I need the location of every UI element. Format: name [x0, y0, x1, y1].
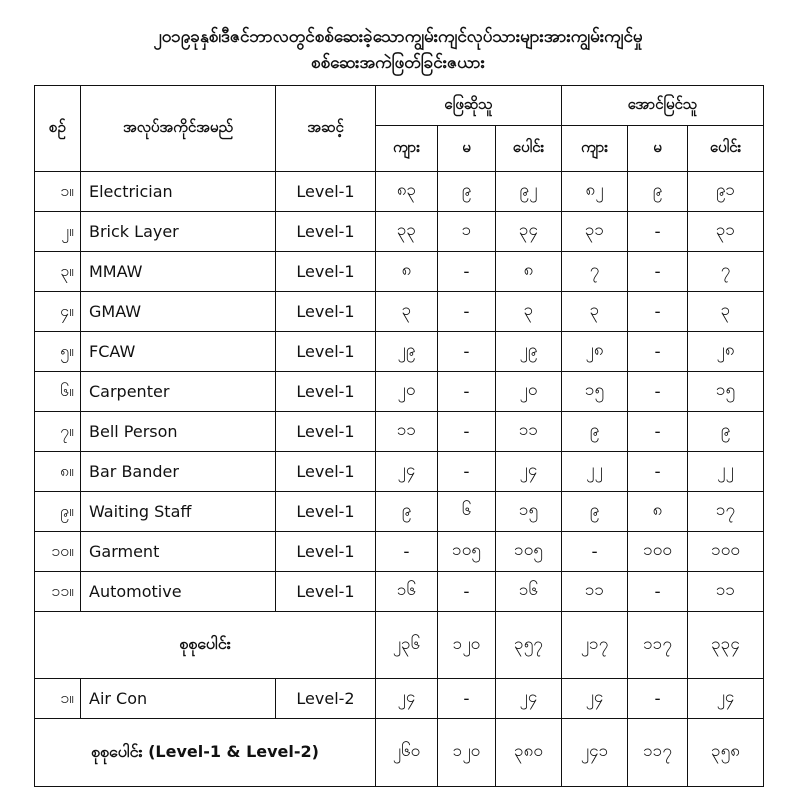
row-passed-male: - [562, 532, 628, 572]
table-row [35, 212, 764, 252]
row-sat-female: - [438, 332, 496, 372]
row-sat-male: ၃ [376, 292, 438, 332]
row-sat-male: - [376, 532, 438, 572]
row-passed-male: ၂၈ [562, 332, 628, 372]
grand-total-sat-total: ၃၈၀ [496, 719, 562, 787]
row-sat-total: ၃၄ [496, 212, 562, 252]
row-level: Level-1 [276, 572, 376, 612]
row-sat-male: ၂၉ [376, 332, 438, 372]
subtotal-passed-total: ၃၃၄ [688, 612, 764, 679]
subtotal-passed-male: ၂၁၇ [562, 612, 628, 679]
table-row-level2 [35, 679, 764, 719]
row-passed-female: - [628, 572, 688, 612]
row-sat-male: ၁၆ [376, 572, 438, 612]
row-serial: ၁။ [35, 172, 81, 212]
header-sat-female: မ [438, 126, 496, 172]
row-level: Level-1 [276, 252, 376, 292]
table-row [35, 452, 764, 492]
table-row [35, 532, 764, 572]
row-level: Level-1 [276, 332, 376, 372]
row-passed-male: ၂၄ [562, 679, 628, 719]
grand-total-sat-male: ၂၆၀ [376, 719, 438, 787]
row-level: Level-1 [276, 172, 376, 212]
row-passed-female: ၈ [628, 492, 688, 532]
table-row [35, 172, 764, 212]
table-row [35, 572, 764, 612]
row-passed-female: - [628, 332, 688, 372]
row-serial: ၉။ [35, 492, 81, 532]
row-passed-male: ၈၂ [562, 172, 628, 212]
row-sat-male: ၃၃ [376, 212, 438, 252]
grand-total-row [35, 719, 764, 787]
header-passed: အောင်မြင်သူ [562, 86, 764, 126]
row-passed-total: ၂၄ [688, 679, 764, 719]
row-sat-female: - [438, 252, 496, 292]
row-occupation: Bell Person [81, 412, 276, 452]
row-serial: ၆။ [35, 372, 81, 412]
row-level: Level-1 [276, 212, 376, 252]
page-subtitle: စစ်ဆေးအကဲဖြတ်ခြင်းဇယား [311, 53, 485, 73]
row-passed-female: ၁၀၀ [628, 532, 688, 572]
row-passed-total: ၂၂ [688, 452, 764, 492]
row-level: Level-1 [276, 532, 376, 572]
row-passed-male: ၇ [562, 252, 628, 292]
row-sat-total: ၃ [496, 292, 562, 332]
row-passed-total: ၃ [688, 292, 764, 332]
row-sat-total: ၂၄ [496, 452, 562, 492]
row-level: Level-1 [276, 492, 376, 532]
row-occupation: GMAW [81, 292, 276, 332]
row-passed-total: ၃၁ [688, 212, 764, 252]
row-sat-total: ၉၂ [496, 172, 562, 212]
header-sat-total: ပေါင်း [496, 126, 562, 172]
row-occupation: Brick Layer [81, 212, 276, 252]
row-passed-total: ၁၁ [688, 572, 764, 612]
table-row [35, 492, 764, 532]
row-level: Level-2 [276, 679, 376, 719]
header-sat: ဖြေဆိုသူ [376, 86, 562, 126]
subtotal-sat-male: ၂၃၆ [376, 612, 438, 679]
table-row [35, 252, 764, 292]
row-passed-male: ၂၂ [562, 452, 628, 492]
table-row [35, 332, 764, 372]
row-occupation: Garment [81, 532, 276, 572]
row-sat-female: ၆ [438, 492, 496, 532]
row-serial: ၅။ [35, 332, 81, 372]
header-level: အဆင့် [276, 86, 376, 172]
row-occupation: Electrician [81, 172, 276, 212]
row-sat-total: ၈ [496, 252, 562, 292]
row-level: Level-1 [276, 372, 376, 412]
row-level: Level-1 [276, 412, 376, 452]
row-passed-total: ၁၇ [688, 492, 764, 532]
row-sat-female: ၉ [438, 172, 496, 212]
grand-total-passed-total: ၃၅၈ [688, 719, 764, 787]
row-serial: ၁၀။ [35, 532, 81, 572]
row-serial: ၈။ [35, 452, 81, 492]
row-passed-female: - [628, 412, 688, 452]
row-passed-female: - [628, 252, 688, 292]
row-sat-female: ၁ [438, 212, 496, 252]
row-passed-male: ၉ [562, 492, 628, 532]
row-passed-total: ၁၅ [688, 372, 764, 412]
row-passed-total: ၇ [688, 252, 764, 292]
row-occupation: Automotive [81, 572, 276, 612]
row-sat-total: ၁၅ [496, 492, 562, 532]
row-sat-male: ၈၃ [376, 172, 438, 212]
row-serial: ၁၁။ [35, 572, 81, 612]
table-row [35, 372, 764, 412]
row-sat-male: ၈ [376, 252, 438, 292]
row-occupation: Waiting Staff [81, 492, 276, 532]
row-level: Level-1 [276, 452, 376, 492]
row-sat-female: - [438, 679, 496, 719]
assessment-table [34, 85, 764, 787]
row-passed-total: ၉၁ [688, 172, 764, 212]
row-occupation: MMAW [81, 252, 276, 292]
subtotal-passed-female: ၁၁၇ [628, 612, 688, 679]
header-sat-male: ကျား [376, 126, 438, 172]
row-sat-female: - [438, 412, 496, 452]
row-sat-male: ၂၄ [376, 679, 438, 719]
header-passed-total: ပေါင်း [688, 126, 764, 172]
row-serial: ၇။ [35, 412, 81, 452]
row-sat-female: - [438, 372, 496, 412]
row-sat-male: ၂၄ [376, 452, 438, 492]
header-passed-female: မ [628, 126, 688, 172]
subtotal-sat-total: ၃၅၇ [496, 612, 562, 679]
row-sat-total: ၁၁ [496, 412, 562, 452]
row-serial: ၂။ [35, 212, 81, 252]
subtotal-sat-female: ၁၂၀ [438, 612, 496, 679]
row-passed-male: ၉ [562, 412, 628, 452]
subtotal-label: စုစုပေါင်း [35, 612, 376, 679]
header-serial: စဉ် [35, 86, 81, 172]
row-serial: ၃။ [35, 252, 81, 292]
row-passed-female: - [628, 679, 688, 719]
row-passed-female: - [628, 212, 688, 252]
table-row [35, 412, 764, 452]
row-passed-total: ၂၈ [688, 332, 764, 372]
row-passed-female: - [628, 292, 688, 332]
subtotal-row [35, 612, 764, 679]
row-sat-total: ၂၄ [496, 679, 562, 719]
row-sat-total: ၂၉ [496, 332, 562, 372]
row-occupation: FCAW [81, 332, 276, 372]
row-passed-total: ၉ [688, 412, 764, 452]
row-passed-male: ၁၁ [562, 572, 628, 612]
row-occupation: Bar Bander [81, 452, 276, 492]
header-occupation: အလုပ်အကိုင်အမည် [81, 86, 276, 172]
grand-total-passed-male: ၂၄၁ [562, 719, 628, 787]
row-sat-total: ၁၀၅ [496, 532, 562, 572]
row-sat-male: ၂၀ [376, 372, 438, 412]
row-passed-male: ၃၁ [562, 212, 628, 252]
row-passed-female: - [628, 372, 688, 412]
grand-total-label: စုစုပေါင်း (Level-1 & Level-2) [35, 719, 376, 787]
row-sat-male: ၉ [376, 492, 438, 532]
row-sat-male: ၁၁ [376, 412, 438, 452]
grand-total-passed-female: ၁၁၇ [628, 719, 688, 787]
row-occupation: Air Con [81, 679, 276, 719]
row-serial: ၁။ [35, 679, 81, 719]
table-row [35, 292, 764, 332]
page-title: ၂၀၁၉ခုနှစ်၊ဒီဇင်ဘာလတွင်စစ်ဆေးခဲ့သောကျွမ်းကျင်လုပ်သားများအားကျွမ်းကျင်မှု [153, 27, 643, 47]
row-sat-total: ၁၆ [496, 572, 562, 612]
header-passed-male: ကျား [562, 126, 628, 172]
row-passed-male: ၃ [562, 292, 628, 332]
row-passed-total: ၁၀၀ [688, 532, 764, 572]
row-level: Level-1 [276, 292, 376, 332]
grand-total-sat-female: ၁၂၀ [438, 719, 496, 787]
row-passed-female: ၉ [628, 172, 688, 212]
row-occupation: Carpenter [81, 372, 276, 412]
row-sat-female: ၁၀၅ [438, 532, 496, 572]
row-passed-male: ၁၅ [562, 372, 628, 412]
row-passed-female: - [628, 452, 688, 492]
row-sat-female: - [438, 452, 496, 492]
row-sat-total: ၂၀ [496, 372, 562, 412]
row-sat-female: - [438, 572, 496, 612]
row-serial: ၄။ [35, 292, 81, 332]
row-sat-female: - [438, 292, 496, 332]
